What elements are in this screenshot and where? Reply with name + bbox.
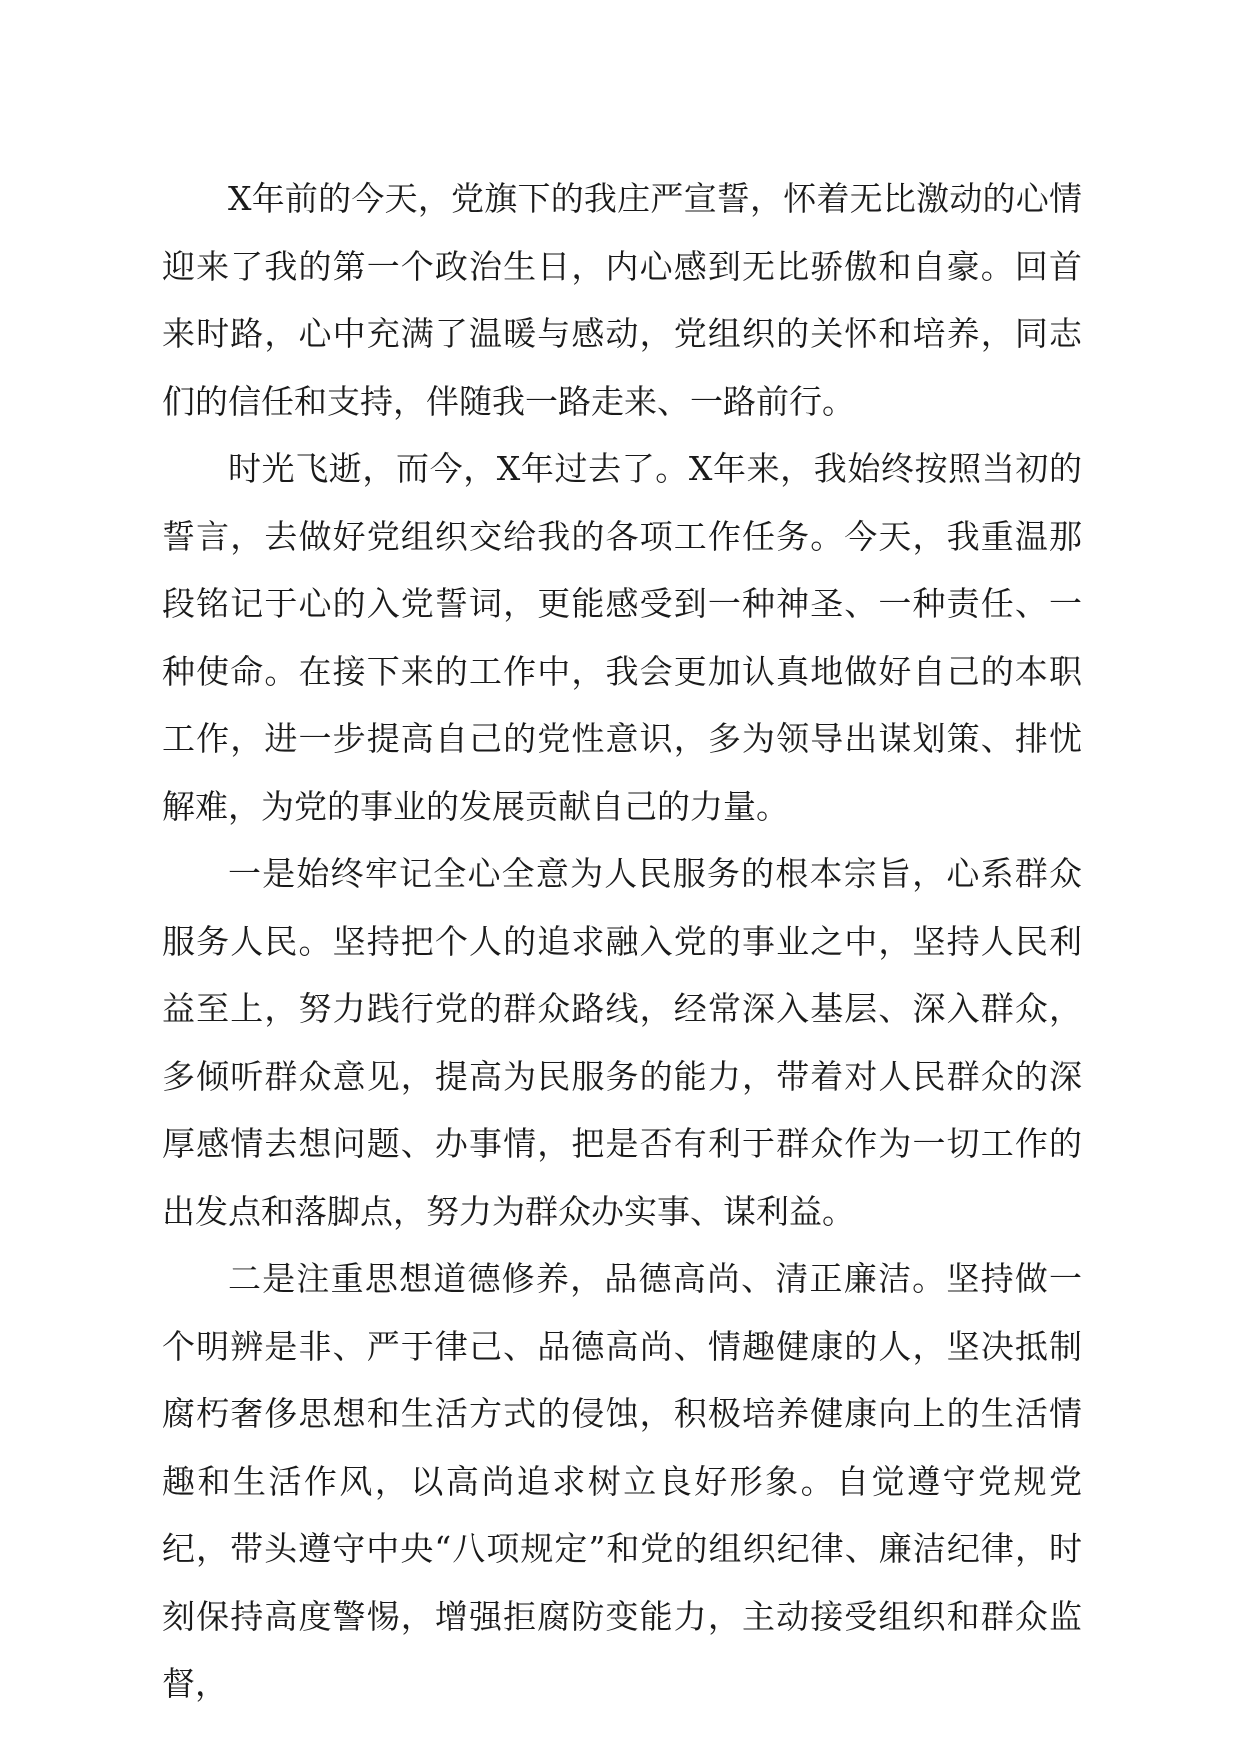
paragraph-4: 二是注重思想道德修养，品德高尚、清正廉洁。坚持做一个明辨是非、严于律己、品德高尚、情趣健康的人，坚决抵制腐朽奢侈思想和生活方式的侵蚀，积极培养健康向上的生活情趣和生活作风，以高尚追求树立良好形象。自觉遵守党规党纪，带头遵守中央“八项规定”和党的组织纪律、廉洁纪律，时刻保持高度警惕，增强拒腐防变能力，主动接受组织和群众监督， [162,1259,1082,1703]
paragraph-3: 一是始终牢记全心全意为人民服务的根本宗旨，心系群众服务人民。坚持把个人的追求融入党的事业之中，坚持人民利益至上，努力践行党的群众路线，经常深入基层、深入群众，多倾听群众意见，提高为民服务的能力，带着对人民群众的深厚感情去想问题、办事情，把是否有利于群众作为一切工作的出发点和落脚点，努力为群众办实事、谋利益。 [162,854,1082,1231]
paragraph-1: X年前的今天，党旗下的我庄严宣誓，怀着无比激动的心情迎来了我的第一个政治生日，内心感到无比骄傲和自豪。回首来时路，心中充满了温暖与感动，党组织的关怀和培养，同志们的信任和支持，伴随我一路走来、一路前行。 [162,179,1082,421]
document-body [162,165,1082,1718]
paragraph-2: 时光飞逝，而今，X年过去了。X年来，我始终按照当初的誓言，去做好党组织交给我的各项工作任务。今天，我重温那段铭记于心的入党誓词，更能感受到一种神圣、一种责任、一种使命。在接下来的工作中，我会更加认真地做好自己的本职工作，进一步提高自己的党性意识，多为领导出谋划策、排忧解难，为党的事业的发展贡献自己的力量。 [162,449,1082,826]
